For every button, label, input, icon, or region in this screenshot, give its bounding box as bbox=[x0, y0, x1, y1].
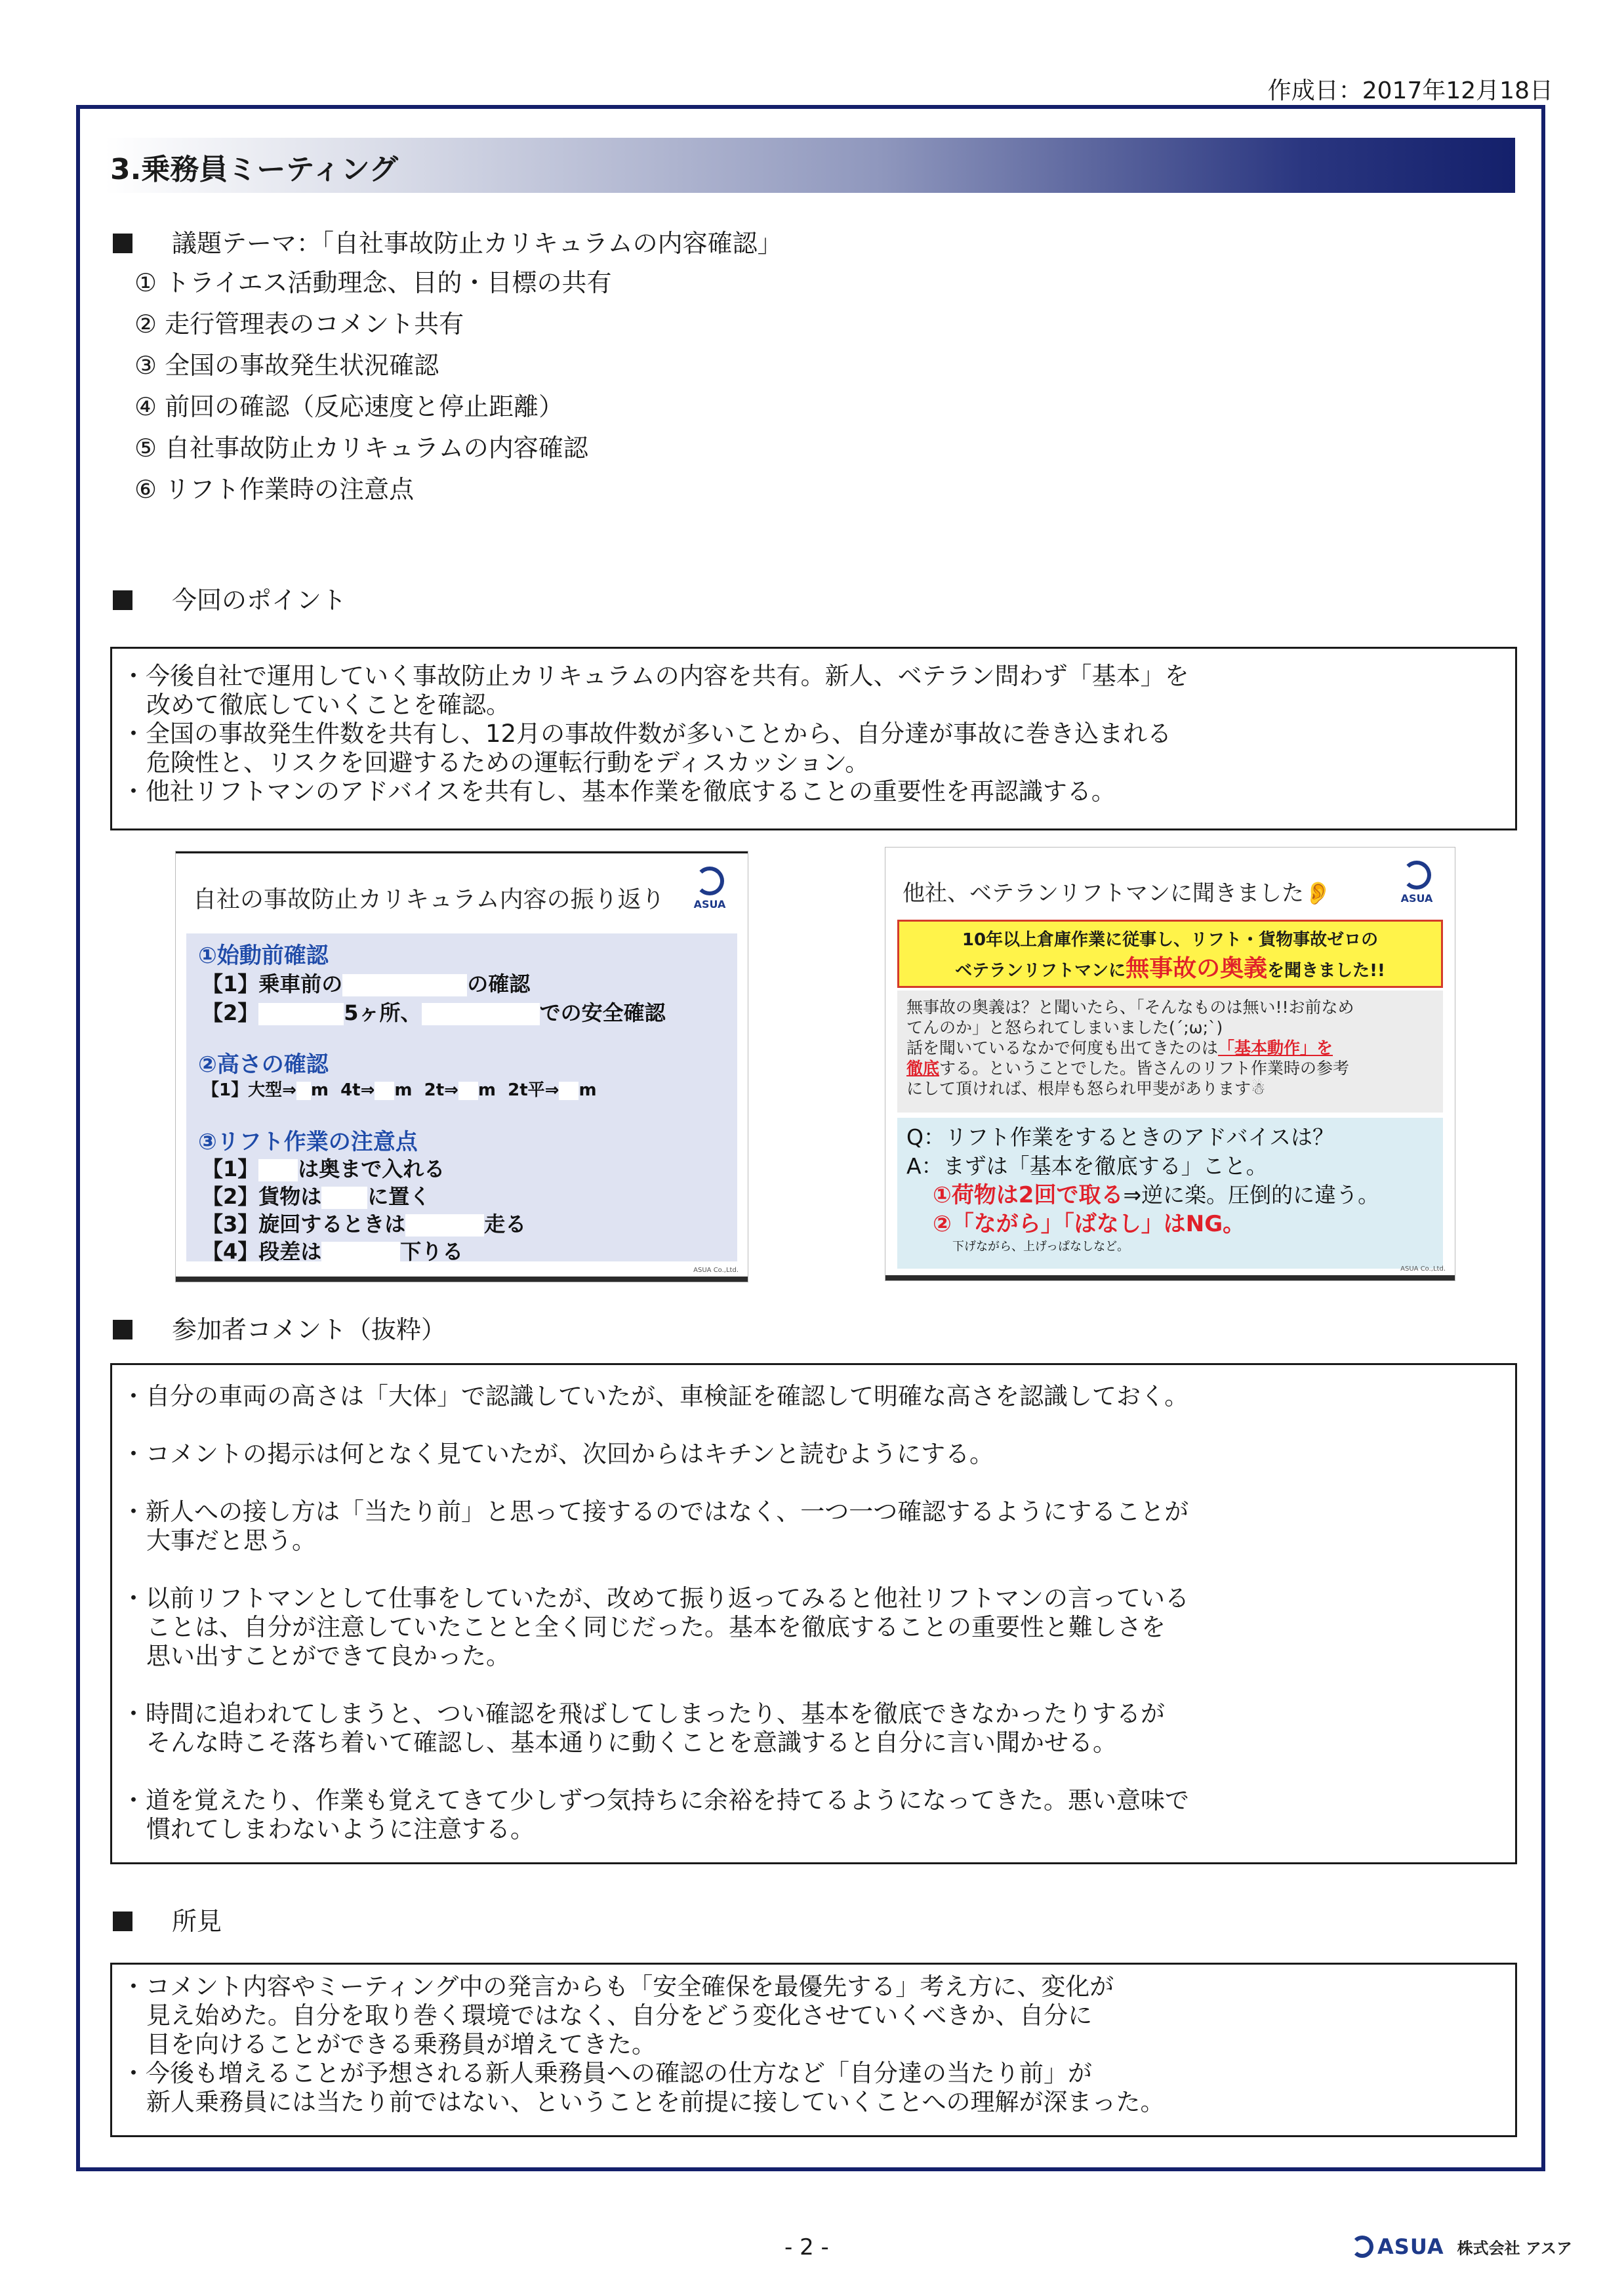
square-bullet-icon bbox=[113, 590, 132, 610]
blank-field bbox=[342, 974, 467, 996]
theme-heading bbox=[113, 223, 782, 259]
tip-line bbox=[906, 1181, 1434, 1210]
comment-line: ・時間に追われてしまうと、つい確認を飛ばしてしまったり、基本を徹底できなかったりするが bbox=[121, 1700, 1165, 1728]
asua-logo-text: ASUA bbox=[693, 898, 726, 910]
tip-emphasis: ②「ながら」「ばなし」はNG。 bbox=[933, 1211, 1246, 1237]
comment-line: 思い出すことができて良かった。 bbox=[146, 1642, 510, 1670]
qa-panel bbox=[897, 1118, 1443, 1269]
comment-line: ・以前リフトマンとして仕事をしていたが、改めて振り返ってみると他社リフトマンの言っている bbox=[121, 1584, 1189, 1612]
story-line: てんのか」と怒られてしまいました(´;ω;`) bbox=[906, 1018, 1223, 1037]
row-text: 2t⇒ bbox=[424, 1080, 458, 1100]
story-emphasis: 徹底 bbox=[906, 1059, 940, 1078]
agenda-item: ① トライエス活動理念、目的・目標の共有 bbox=[134, 268, 612, 297]
blank-field bbox=[258, 1003, 344, 1025]
findings-line: ・今後も増えることが予想される新人乗務員への確認の仕方など「自分達の当たり前」が bbox=[121, 2059, 1092, 2087]
agenda-item: ⑥ リフト作業時の注意点 bbox=[134, 475, 415, 504]
curriculum-row bbox=[202, 1153, 445, 1183]
banner-line: 10年以上倉庫作業に従事し、リフト・貨物事故ゼロの bbox=[962, 930, 1379, 950]
question-line: Q：リフト作業をするときのアドバイスは？ bbox=[906, 1124, 1334, 1150]
curriculum-panel bbox=[186, 933, 737, 1264]
footer-brand bbox=[1351, 2234, 1572, 2263]
agenda-item: ⑤ 自社事故防止カリキュラムの内容確認 bbox=[134, 434, 588, 462]
slide-title: 他社、ベテランリフトマンに聞きました👂 bbox=[903, 880, 1332, 907]
comments-heading bbox=[113, 1309, 446, 1345]
blank-field bbox=[422, 1003, 540, 1025]
blank-field bbox=[559, 1082, 579, 1100]
footer-company: 株式会社 アスア bbox=[1457, 2239, 1572, 2258]
tip-line bbox=[906, 1210, 1434, 1238]
curriculum-row bbox=[202, 1180, 430, 1210]
blank-field bbox=[321, 1242, 400, 1264]
comment-line: 大事だと思う。 bbox=[146, 1526, 316, 1555]
curriculum-row bbox=[202, 1076, 597, 1101]
curriculum-row bbox=[202, 1208, 526, 1238]
row-text: 【1】 bbox=[202, 1156, 259, 1181]
row-text: に置く bbox=[367, 1184, 431, 1209]
banner-text: ベテランリフトマンに bbox=[955, 961, 1126, 981]
comment-line: ・道を覚えたり、作業も覚えてきて少しずつ気持ちに余裕を持てるようになってきた。悪い意味で bbox=[121, 1786, 1189, 1814]
curriculum-row bbox=[202, 968, 530, 998]
slide-title: 自社の事故防止カリキュラム内容の振り返り bbox=[193, 886, 665, 913]
row-text: での安全確認 bbox=[539, 1000, 666, 1025]
story-text: 話を聞いているなかで何度も出てきたのは bbox=[906, 1038, 1219, 1057]
points-line: 改めて徹底していくことを確認。 bbox=[146, 691, 510, 719]
tip-emphasis: ①荷物は2回で取る bbox=[933, 1182, 1124, 1208]
curriculum-row bbox=[202, 1235, 463, 1265]
created-date: 作成日：2017年12月18日 bbox=[1267, 77, 1553, 104]
blank-field bbox=[375, 1082, 394, 1100]
row-text: m bbox=[477, 1080, 497, 1100]
row-text: m bbox=[310, 1080, 329, 1100]
veteran-advice-slide bbox=[885, 848, 1455, 1280]
row-text: 4t⇒ bbox=[340, 1080, 375, 1100]
blank-field bbox=[458, 1082, 478, 1100]
blank-field bbox=[296, 1082, 311, 1100]
banner-emphasis: 無事故の奥義 bbox=[1126, 955, 1268, 982]
curriculum-slide bbox=[176, 851, 748, 1282]
row-text: 下りる bbox=[400, 1239, 464, 1264]
asua-logo bbox=[683, 867, 736, 919]
tip-note: 下げながら、上げっぱなしなど。 bbox=[952, 1240, 1129, 1254]
banner-line bbox=[899, 954, 1441, 985]
agenda-item: ② 走行管理表のコメント共有 bbox=[134, 310, 464, 338]
asua-mark-icon bbox=[695, 867, 724, 895]
asua-logo bbox=[1391, 861, 1443, 913]
row-text: 【1】乗車前の bbox=[202, 971, 343, 996]
findings-heading bbox=[113, 1901, 222, 1937]
agenda-item: ③ 全国の事故発生状況確認 bbox=[134, 351, 439, 380]
row-text: 【3】旋回するときは bbox=[202, 1212, 406, 1237]
row-text: 【1】大型⇒ bbox=[202, 1080, 296, 1100]
points-heading-text: 今回のポイント bbox=[172, 586, 347, 615]
story-panel bbox=[897, 991, 1443, 1113]
agenda-item: ④ 前回の確認（反応速度と停止距離） bbox=[134, 392, 564, 421]
row-text: 2t平⇒ bbox=[508, 1080, 559, 1100]
square-bullet-icon bbox=[113, 234, 132, 253]
comment-line: 慣れてしまわないように注意する。 bbox=[146, 1815, 535, 1843]
row-text: 走る bbox=[484, 1212, 527, 1237]
comment-line: ことは、自分が注意していたことと全く同じだった。基本を徹底することの重要性と難しさを bbox=[146, 1613, 1166, 1641]
row-text: 【4】段差は bbox=[202, 1239, 322, 1264]
findings-line: 新人乗務員には当たり前ではない、ということを前提に接していくことへの理解が深まった。 bbox=[146, 2088, 1165, 2116]
curriculum-heading: ③リフト作業の注意点 bbox=[198, 1129, 418, 1155]
blank-field bbox=[321, 1187, 367, 1209]
comment-item bbox=[121, 1584, 1506, 1671]
row-text: m bbox=[394, 1080, 413, 1100]
points-line: ・他社リフトマンのアドバイスを共有し、基本作業を徹底することの重要性を再認識する。 bbox=[121, 777, 1116, 806]
banner-text: を聞きました!! bbox=[1267, 961, 1385, 981]
findings-line: 目を向けることができる乗務員が増えてきた。 bbox=[146, 2030, 656, 2058]
findings-box bbox=[110, 1963, 1517, 2137]
points-line: 危険性と、リスクを回避するための運転行動をディスカッション。 bbox=[146, 748, 870, 777]
asua-mark-icon bbox=[1351, 2236, 1373, 2258]
points-heading bbox=[113, 580, 346, 616]
section-title-bar bbox=[105, 138, 1515, 193]
row-text: の確認 bbox=[467, 971, 531, 996]
points-line: ・全国の事故発生件数を共有し、12月の事故件数が多いことから、自分達が事故に巻き込まれる bbox=[121, 720, 1172, 748]
comment-line: ・新人への接し方は「当たり前」と思って接するのではなく、一つ一つ確認するようにすることが bbox=[121, 1498, 1189, 1526]
slide-copyright: ASUA Co.,Ltd. bbox=[693, 1267, 739, 1274]
comment-line: ・自分の車両の高さは「大体」で認識していたが、車検証を確認して明確な高さを認識しておく。 bbox=[121, 1382, 1189, 1410]
theme-heading-text: 議題テーマ：「自社事故防止カリキュラムの内容確認」 bbox=[172, 229, 782, 258]
asua-logo-text: ASUA bbox=[1400, 892, 1433, 905]
curriculum-heading: ②高さの確認 bbox=[198, 1052, 329, 1078]
square-bullet-icon bbox=[113, 1320, 132, 1339]
comment-item bbox=[121, 1786, 1506, 1844]
comment-item bbox=[121, 1700, 1506, 1757]
curriculum-heading: ①始動前確認 bbox=[198, 943, 329, 969]
points-box bbox=[110, 647, 1517, 830]
story-line: 無事故の奥義は？と聞いたら、「そんなものは無い!!お前なめ bbox=[906, 998, 1354, 1017]
row-text: 【2】貨物は bbox=[202, 1184, 322, 1209]
findings-line: 見え始めた。自分を取り巻く環境ではなく、自分をどう変化させていくべきか、自分に bbox=[146, 2001, 1093, 2030]
highlight-banner bbox=[897, 920, 1443, 988]
slide-copyright: ASUA Co.,Ltd. bbox=[1400, 1265, 1446, 1273]
findings-heading-text: 所見 bbox=[172, 1907, 222, 1936]
comment-line: そんな時こそ落ち着いて確認し、基本通りに動くことを意識すると自分に言い聞かせる。 bbox=[146, 1728, 1117, 1757]
tip-text: ⇒逆に楽。圧倒的に違う。 bbox=[1123, 1182, 1380, 1208]
comment-item bbox=[121, 1440, 1506, 1469]
story-line bbox=[906, 1038, 1434, 1058]
row-text: は奥まで入れる bbox=[298, 1156, 445, 1181]
asua-mark-icon bbox=[1402, 861, 1431, 889]
comments-box bbox=[110, 1363, 1517, 1864]
footer-brand-text: ASUA bbox=[1377, 2234, 1444, 2259]
page-number: - 2 - bbox=[784, 2234, 829, 2260]
comment-item bbox=[121, 1382, 1506, 1411]
story-text: する。ということでした。皆さんのリフト作業時の参考 bbox=[939, 1059, 1350, 1078]
agenda-list bbox=[134, 262, 612, 510]
square-bullet-icon bbox=[113, 1912, 132, 1931]
comment-line: ・コメントの掲示は何となく見ていたが、次回からはキチンと読むようにする。 bbox=[121, 1440, 994, 1468]
comment-item bbox=[121, 1498, 1506, 1555]
blank-field bbox=[405, 1214, 484, 1237]
blank-field bbox=[258, 1159, 298, 1181]
section-title: 3.乗務員ミーティング bbox=[110, 153, 398, 186]
comments-heading-text: 参加者コメント（抜粋） bbox=[172, 1315, 447, 1344]
row-text: 【2】 bbox=[202, 1000, 259, 1025]
row-text: m bbox=[579, 1080, 597, 1100]
story-line bbox=[906, 1058, 1434, 1078]
row-text: 5ヶ所、 bbox=[344, 1000, 422, 1025]
curriculum-row bbox=[202, 996, 666, 1027]
story-line: にして頂ければ、根岸も怒られ甲斐があります☃ bbox=[906, 1079, 1266, 1098]
story-emphasis: 「基本動作」を bbox=[1218, 1038, 1333, 1057]
answer-line: A：まずは「基本を徹底する」こと。 bbox=[906, 1153, 1268, 1179]
findings-line: ・コメント内容やミーティング中の発言からも「安全確保を最優先する」考え方に、変化が bbox=[121, 1973, 1114, 2001]
points-line: ・今後自社で運用していく事故防止カリキュラムの内容を共有。新人、ベテラン問わず「基本」を bbox=[121, 662, 1189, 690]
